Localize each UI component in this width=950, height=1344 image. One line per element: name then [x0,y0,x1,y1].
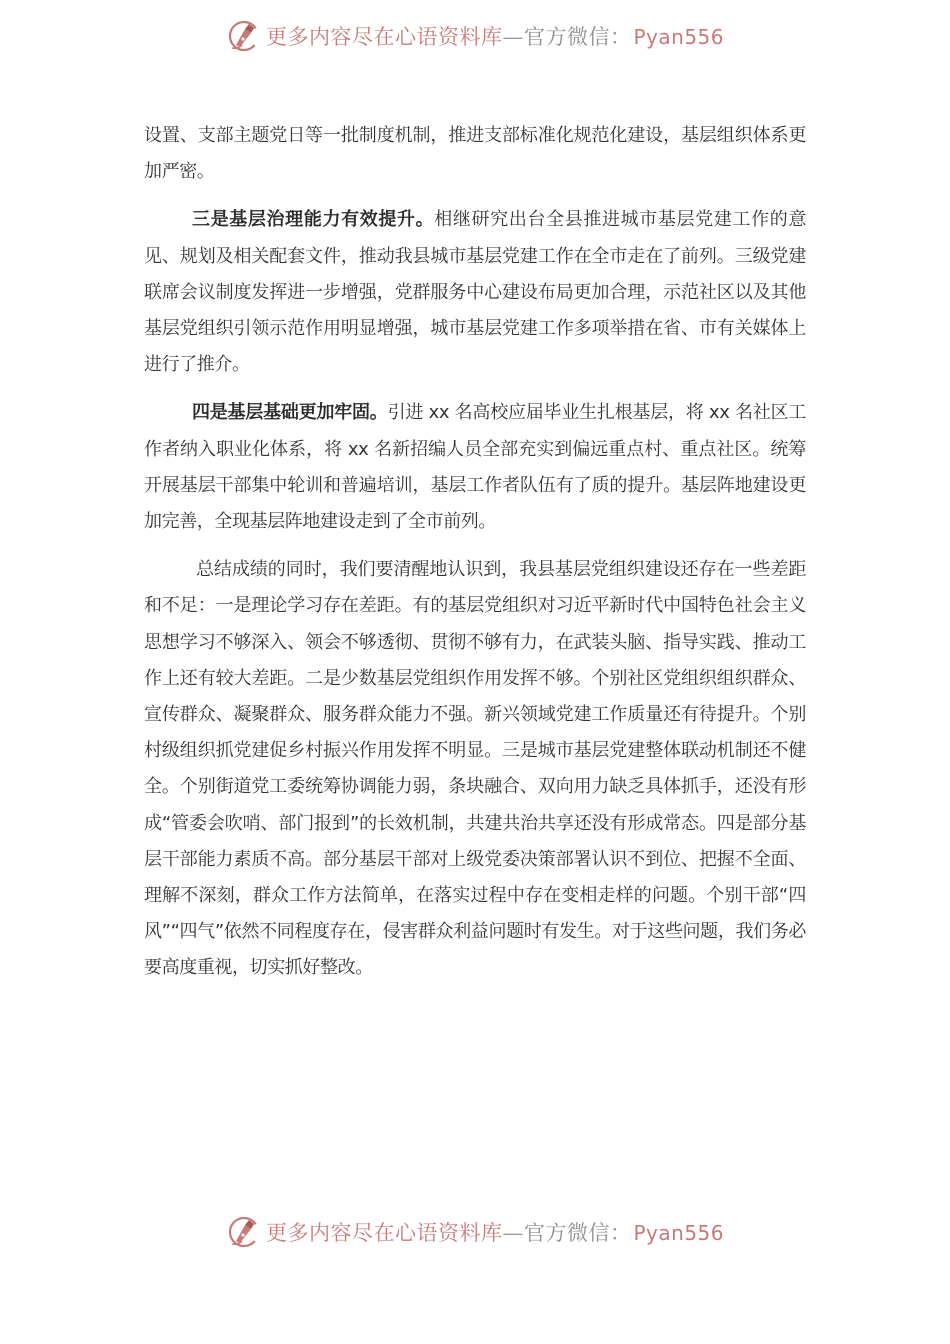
banner-wechat-label: 官方微信： [523,1221,632,1245]
footer-banner [0,1210,950,1254]
paragraph-3-lead: 四是基层基础更加牢固。 [192,402,388,424]
document-body [144,118,806,987]
banner-wechat-id: Pyan556 [633,1221,724,1245]
pen-nib-logo-icon [226,1214,262,1250]
paragraph-1-text: 设置、支部主题党日等一批制度机制，推进支部标准化规范化建设，基层组织体系更加严密。 [144,125,806,183]
banner-title: 更多内容尽在心语资料库 [265,25,503,49]
banner-title: 更多内容尽在心语资料库 [265,1221,503,1245]
banner-wechat-id: Pyan556 [633,25,724,49]
paragraph-4-text: 总结成绩的同时，我们要清醒地认识到，我县基层党组织建设还存在一些差距和不足：一是理论学习存在差距。有的基层党组织对习近平新时代中国特色社会主义思想学习不够深入、领会不够透彻、贯彻不够有力，在武装头脑、指导实践、推动工作上还有较大差距。二是少数基层党组织作用发挥不够。个别社区党组织组织群众、宣传群众、凝聚群众、服务群众能力不强。新兴领域党建工作质量还有待提升。个别村级组织抓党建促乡村振兴作用发挥不明显。三是城市基层党建整体联动机制还不健全。个别街道党工委统筹协调能力弱，条块融合、双向用力缺乏具体抓手，还没有形成“管委会吹哨、部门报到”的长效机制，共建共治共享还没有形成常态。四是部分基层干部能力素质不高。部分基层干部对上级党委决策部署认识不到位、把握不全面、理解不深刻，群众工作方法简单，在落实过程中存在变相走样的问题。个别干部“四风”“四气”依然不同程度存在，侵害群众利益问题时有发生。对于这些问题，我们务必要高度重视，切实抓好整改。 [144,559,806,979]
paragraph-3 [144,395,806,540]
paragraph-1 [144,118,806,190]
paragraph-4 [144,552,806,986]
paragraph-3-text: 引进 xx 名高校应届毕业生扎根基层，将 xx 名社区工作者纳入职业化体系，将 xx 名新招编人员全部充实到偏远重点村、重点社区。统筹开展基层干部集中轮训和普遍培训，基层工作者队伍有了质的提升。基层阵地建设更加完善，全现基层阵地建设走到了全市前列。 [144,402,806,533]
banner-separator: — [502,25,524,49]
pen-nib-logo-icon [226,18,262,54]
paragraph-2-lead: 三是基层治理能力有效提升。 [192,209,435,231]
header-banner [0,14,950,58]
banner-separator: — [502,1221,524,1245]
banner-wechat-label: 官方微信： [523,25,632,49]
paragraph-2 [144,202,806,383]
paragraph-2-text: 相继研究出台全县推进城市基层党建工作的意见、规划及相关配套文件，推动我县城市基层党建工作在全市走在了前列。三级党建联席会议制度发挥进一步增强，党群服务中心建设布局更加合理，示范社区以及其他基层党组织引领示范作用明显增强，城市基层党建工作多项举措在省、市有关媒体上进行了推介。 [144,209,806,376]
